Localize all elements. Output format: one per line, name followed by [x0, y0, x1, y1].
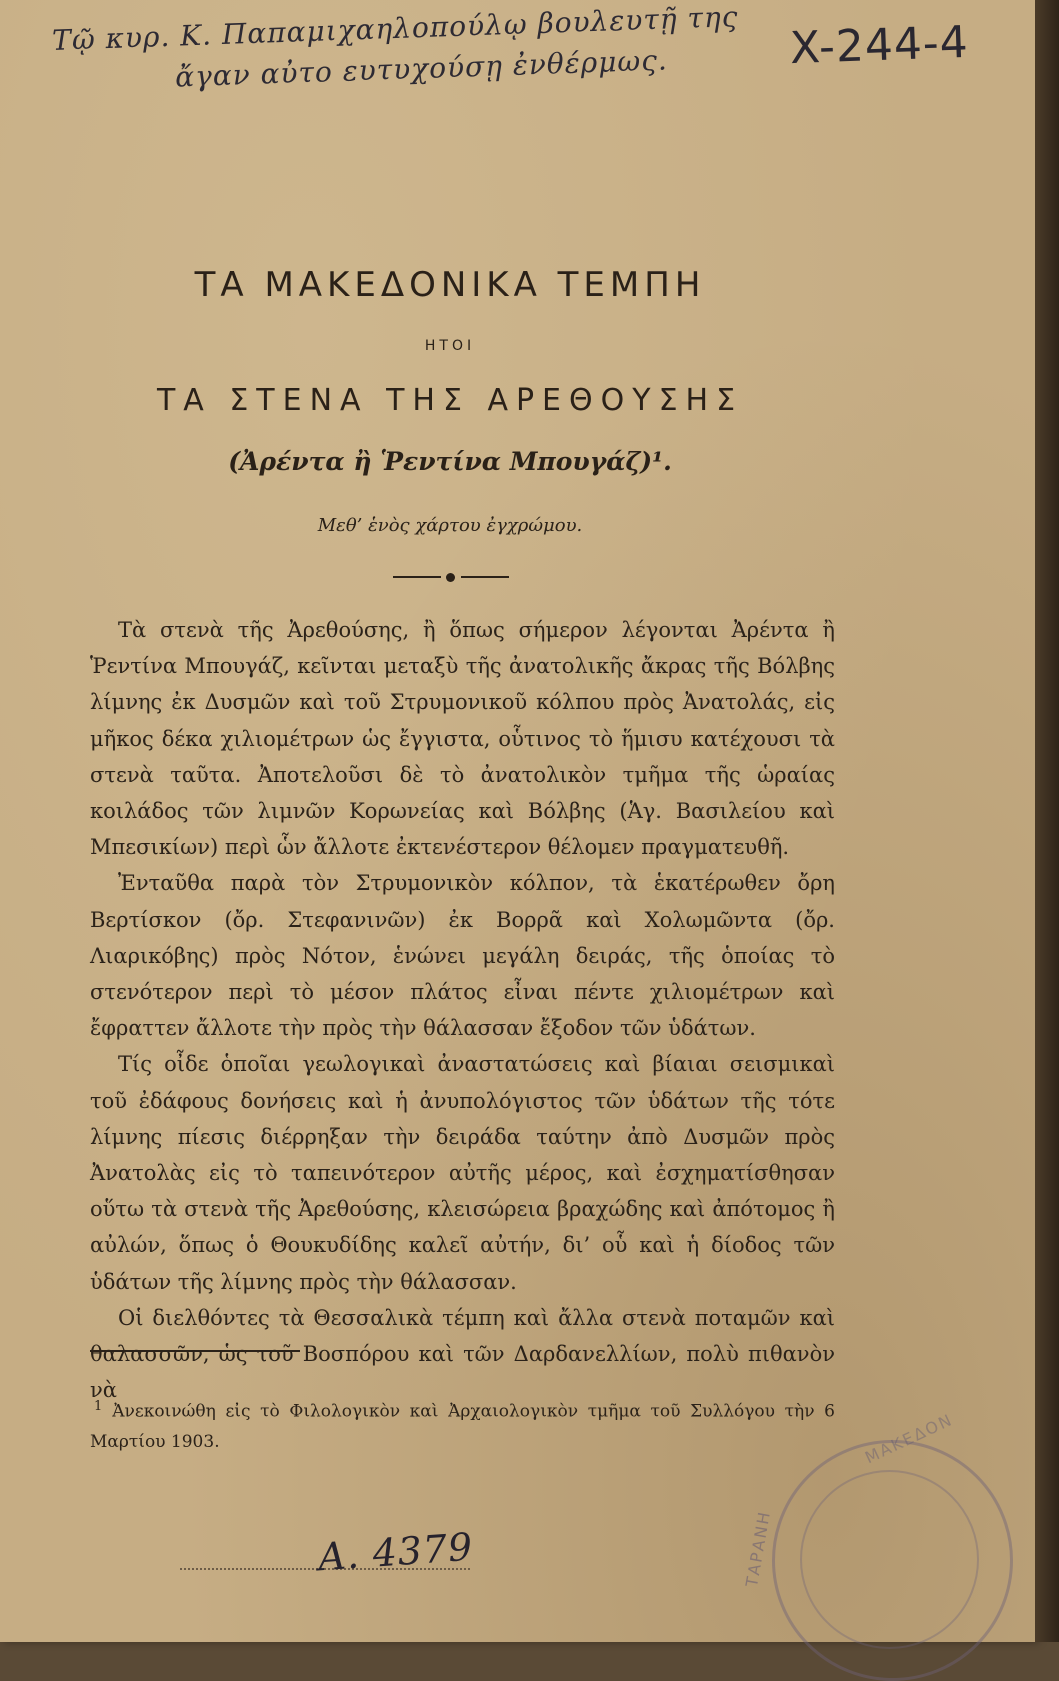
- page-edge-shadow: [1035, 0, 1059, 1642]
- paragraph: Ἐνταῦθα παρὰ τὸν Στρυμονικὸν κόλπον, τὰ ἑκατέρωθεν ὄρη Βερτίσκον (ὄρ. Στεφανινῶν) ἐκ Βορρᾶ καὶ Χολωμῶντα (ὄρ. Λιαρικόβης) πρὸς Νότον, ἑνώνει μεγάλη δειράς, τῆς ὁποίας τὸ στενότερον περὶ τὸ μέσον πλάτος εἶναι πέντε χιλιομέτρων καὶ ἔφραττεν ἄλλοτε τὴν πρὸς τὴν θάλασσαν ἔξοδον τῶν ὑδάτων.: [90, 871, 835, 1041]
- accession-number: Α. 4379: [316, 1524, 475, 1580]
- map-note: Μεθ’ ἑνὸς χάρτου ἐγχρώμου.: [317, 515, 583, 536]
- paragraph: Οἱ διελθόντες τὰ Θεσσαλικὰ τέμπη καὶ ἄλλα στενὰ ποταμῶν καὶ θαλασσῶν, ὡς τοῦ Βοσπόρου καὶ τῶν Δαρδανελλίων, πολὺ πιθανὸν νὰ: [90, 1305, 835, 1403]
- library-stamp-inner-ring: [800, 1470, 979, 1649]
- catalog-code: X-244-4: [789, 16, 970, 75]
- paragraph: Τὰ στενὰ τῆς Ἀρεθούσης, ἢ ὅπως σήμερον λέγονται Ἀρέντα ἢ Ῥεντίνα Μπουγάζ, κεῖνται μεταξὺ τῆς ἀνατολικῆς ἄκρας τῆς Βόλβης λίμνης ἐκ Δυσμῶν καὶ τοῦ Στρυμονικοῦ κόλπου πρὸς Ἀνατολάς, εἰς μῆκος δέκα χιλιομέτρων ὡς ἔγγιστα, οὗτινος τὸ ἥμισυ κατέχουσι τὰ στενὰ ταῦτα. Ἀποτελοῦσι δὲ τὸ ἀνατολικὸν τμῆμα τῆς ὡραίας κοιλάδος τῶν λιμνῶν Κορωνείας καὶ Βόλβης (Ἁγ. Βασιλείου καὶ Μπεσικίων) περὶ ὧν ἄλλοτε ἐκτενέστερον θέλομεν πραγματευθῆ.: [90, 618, 835, 860]
- stamp-text-top: ΜΑΚΕΔΟΝ: [862, 1409, 957, 1468]
- main-title: ΤΑ ΜΑΚΕΔΟΝΙΚΑ ΤΕΜΠΗ: [194, 265, 706, 305]
- title-connector: ΗΤΟΙ: [424, 338, 476, 354]
- handwritten-dedication-line-2: ἄγαν αὐτο ευτυχούσῃ ἐνθέρμως.: [174, 43, 669, 94]
- subtitle: ΤΑ ΣΤΕΝΑ ΤΗΣ ΑΡΕΘΟΥΣΗΣ: [156, 383, 744, 418]
- footnote-number: 1: [94, 1399, 103, 1414]
- alternate-names: (Ἀρέντα ἢ Ῥεντίνα Μπουγάζ)¹.: [228, 447, 672, 476]
- ornamental-divider: [393, 572, 509, 582]
- body-text: [90, 612, 835, 1408]
- handwritten-dedication-line-1: Τῷ κυρ. Κ. Παπαμιχαηλοπούλῳ βουλευτῇ της: [51, 0, 739, 57]
- footnote-text: Ἀνεκοινώθη εἰς τὸ Φιλολογικὸν καὶ Ἀρχαιολογικὸν τμῆμα τοῦ Συλλόγου τὴν 6 Μαρτίου 1903.: [90, 1401, 835, 1452]
- paragraph: Τίς οἶδε ὁποῖαι γεωλογικαὶ ἀναστατώσεις καὶ βίαιαι σεισμικαὶ τοῦ ἐδάφους δονήσεις καὶ ἡ ἀνυπολόγιστος τῶν ὑδάτων τῆς τότε λίμνης πίεσις διέρρηξαν τὴν δειράδα ταύτην ἀπὸ Δυσμῶν πρὸς Ἀνατολὰς εἰς τὸ ταπεινότερον αὐτῆς μέρος, καὶ ἐσχηματίσθησαν οὕτω τὰ στενὰ τῆς Ἀρεθούσης, κλεισώρεια βραχώδης καὶ ἀπότομος ἢ αὐλών, ὅπως ὁ Θουκυδίδης καλεῖ αὐτήν, δι’ οὗ καὶ ἡ δίοδος τῶν ὑδάτων τῆς λίμνης πρὸς τὴν θάλασσαν.: [90, 1052, 835, 1294]
- stamp-text-left: ΤΑΡΑΝΗ: [742, 1508, 775, 1589]
- footnote-rule: [90, 1350, 300, 1352]
- footnote: [90, 1392, 835, 1457]
